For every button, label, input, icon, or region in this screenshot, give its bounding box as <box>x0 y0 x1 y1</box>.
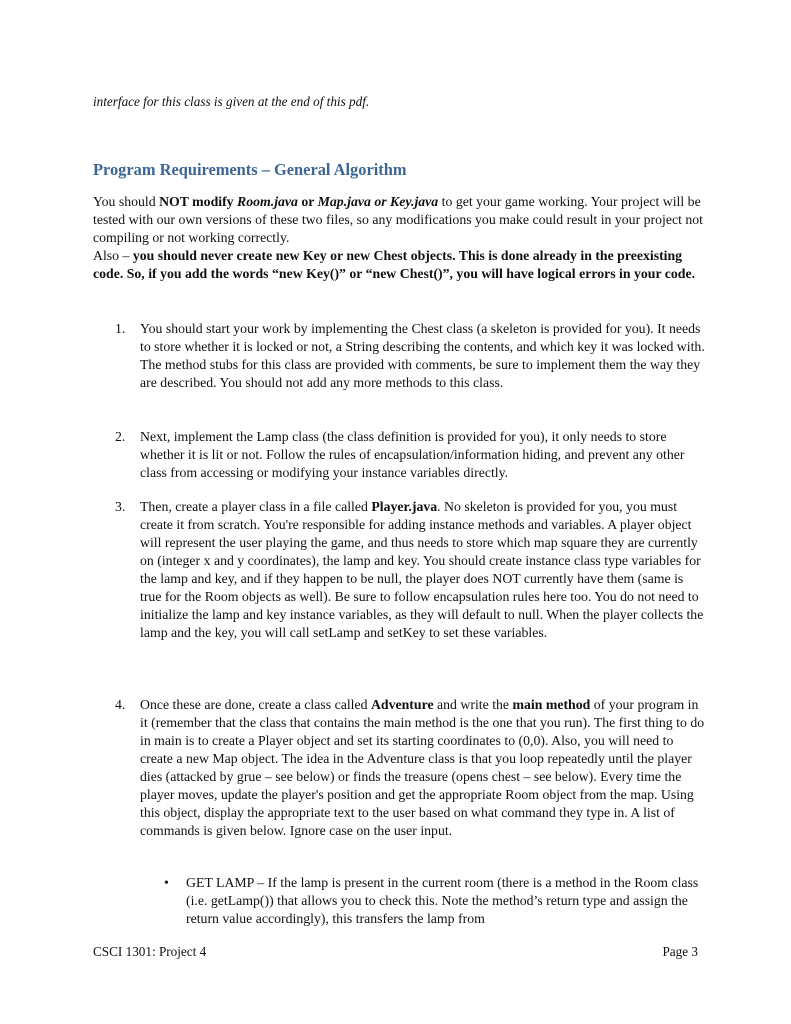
list-item <box>115 498 705 642</box>
list-number: 1. <box>115 321 126 336</box>
list-item-text: You should start your work by implementing the Chest class (a skeleton is provided for you). It needs to store whether it is locked or not, a String describing the contents, and which key it was locked with. The method stubs for this class are provided with comments, be sure to implement them the way they are described. You should not add any more methods to this class. <box>140 321 705 390</box>
list-item <box>115 696 705 840</box>
item4-text-2: and write the <box>433 697 513 712</box>
section-heading: Program Requirements – General Algorithm <box>93 160 407 179</box>
para1-bold-2: or <box>297 194 318 209</box>
item4-text-3: of your program in it (remember that the class that contains the main method is the one that you run). The first thing to do in main is to create a Player object and set its starting coordinates to (0,0). Also, you will need to create a new Map object. The idea in the Adventure class is that you loop repeatedly until the player dies (attacked by grue – see below) or finds the treasure (opens chest – see below). Every time the player moves, update the player's position and get the appropriate Room object from the map. Using this object, display the appropriate text to the user based on what command they type in. A list of commands is given below. Ignore case on the user input. <box>140 697 705 838</box>
para1-bold-1: NOT modify <box>159 194 238 209</box>
item3-text-1: Then, create a player class in a file called <box>140 499 372 514</box>
item4-bold-2: main method <box>512 697 591 712</box>
paragraph-warning <box>93 247 703 283</box>
para2-text-1: Also – <box>93 248 133 263</box>
para1-text-2: to get your game working. Your project will be tested with our own versions of these two files, so any modifications you make could result in your project not compiling or not working correctly. <box>93 194 704 245</box>
list-number: 2. <box>115 429 126 444</box>
list-item-text <box>140 498 705 642</box>
list-number: 4. <box>115 697 126 712</box>
list-item-text <box>140 696 705 840</box>
para2-bold-1: you should never create new Key or new Chest objects. This is done already in the preexisting code. So, if you add the words “new Key()” or “new Chest()”, you will have logical errors in your code. <box>93 248 696 281</box>
paragraph-no-modify <box>93 193 703 247</box>
bullet-item-get-lamp <box>164 874 704 928</box>
list-item-text: Next, implement the Lamp class (the class definition is provided for you), it only needs to store whether it is lit or not. Follow the rules of encapsulation/information hiding, and prevent any other class from accessing or modifying your instance variables directly. <box>140 429 685 480</box>
footer-course: CSCI 1301: Project 4 <box>93 944 207 959</box>
bullet-marker: • <box>164 875 169 890</box>
intro-line: interface for this class is given at the end of this pdf. <box>93 94 370 109</box>
list-item <box>115 428 705 482</box>
item3-bold-1: Player.java <box>371 499 438 514</box>
list-item <box>115 320 705 392</box>
bullet-text: GET LAMP – If the lamp is present in the current room (there is a method in the Room class (i.e. getLamp()) that allows you to check this. Note the method’s return type and assign the return value accordingly), this transfers the lamp from <box>186 875 699 926</box>
para1-italic-2: Map.java or Key.java <box>317 194 439 209</box>
item4-text-1: Once these are done, create a class called <box>140 697 371 712</box>
footer-page-number: Page 3 <box>662 944 698 959</box>
para1-text-1: You should <box>93 194 160 209</box>
para1-italic-1: Room.java <box>237 194 298 209</box>
list-number: 3. <box>115 499 126 514</box>
item4-bold-1: Adventure <box>370 697 434 712</box>
item3-text-2: . No skeleton is provided for you, you must create it from scratch. You're responsible for adding instance methods and variables. A player object will represent the user playing the game, and thus needs to store which map square they are currently on (integer x and y coordinates), the lamp and key. You should create instance class type variables for the lamp and key, and if they happen to be null, the player does NOT currently have them (same is true for the Room objects as well). Be sure to follow encapsulation rules here too. You do not need to initialize the lamp and key instance variables, as they will default to null. When the player collects the lamp and the key, you will call setLamp and setKey to set these variables. <box>140 499 704 640</box>
